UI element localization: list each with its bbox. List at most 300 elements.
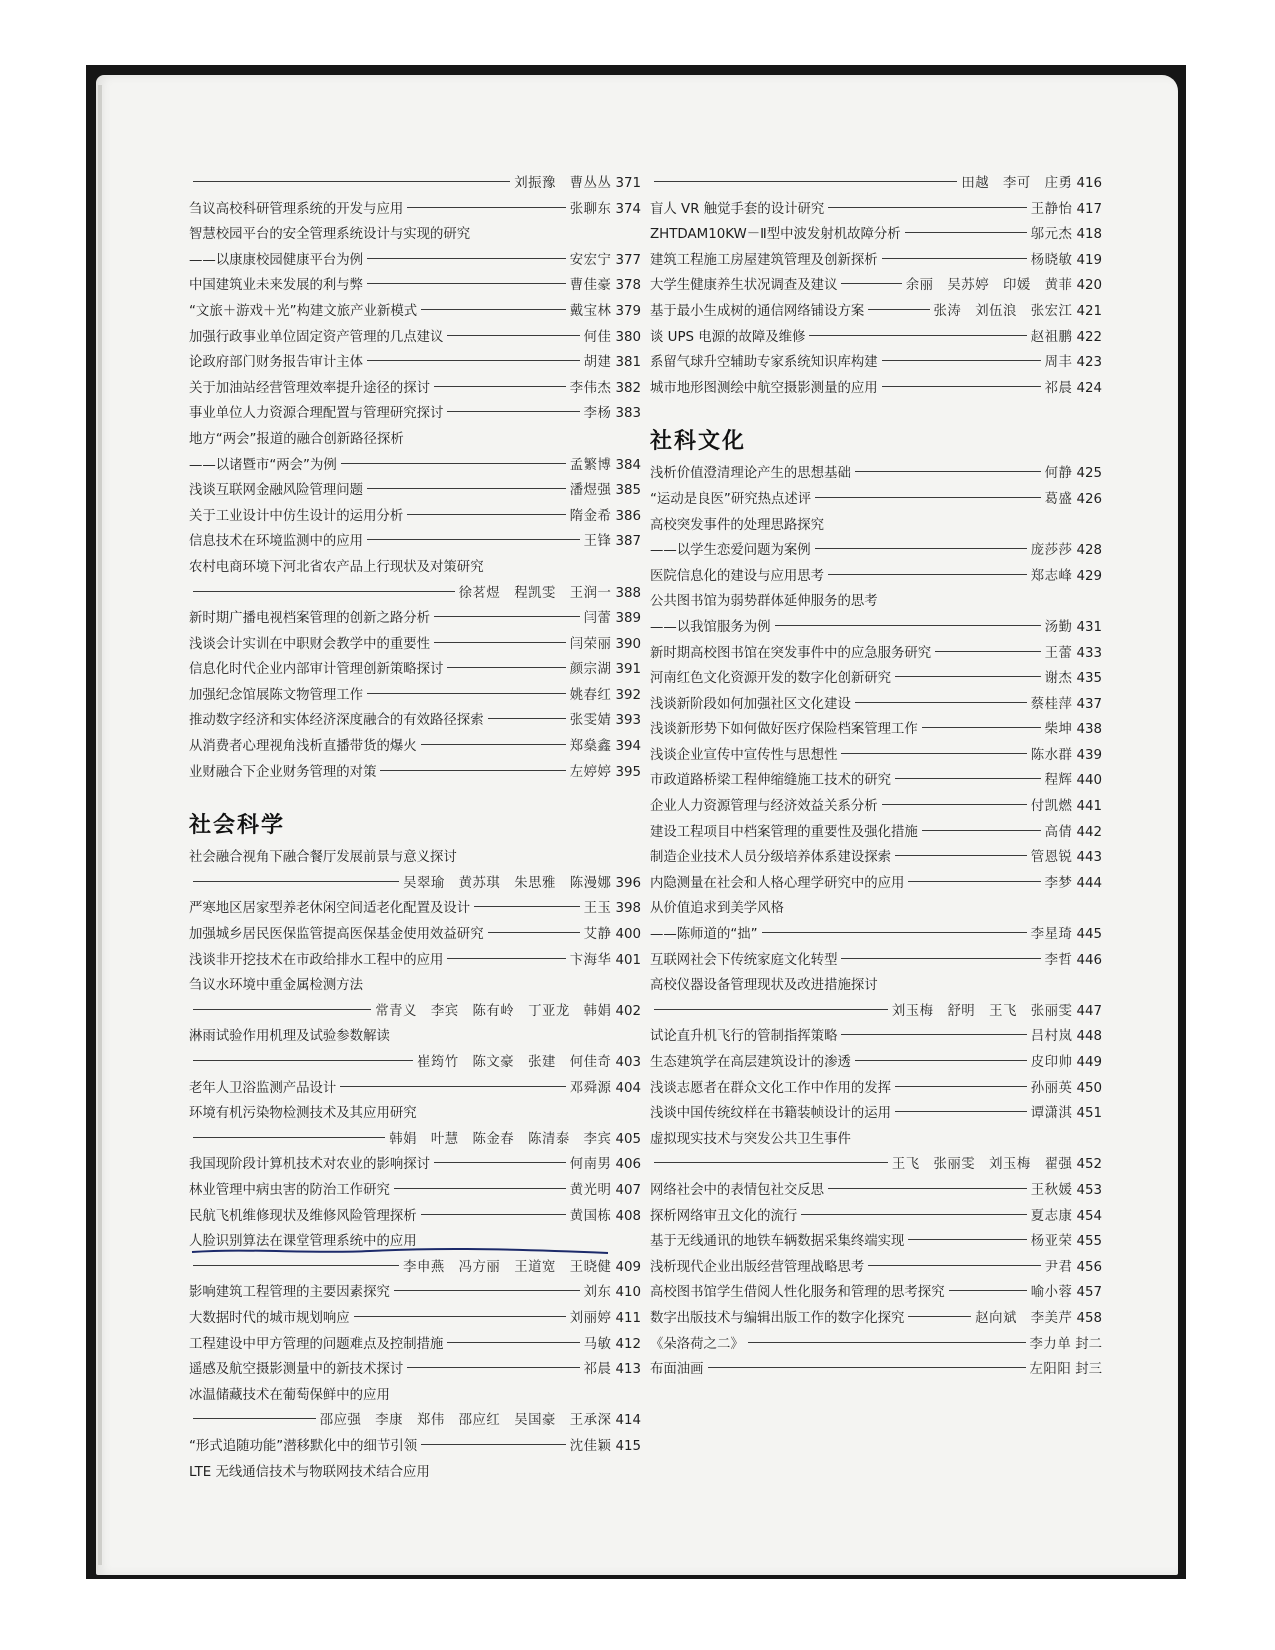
toc-entry (650, 299, 1102, 325)
entry-page-number: 428 (1076, 543, 1102, 559)
toc-entry (650, 1127, 1102, 1153)
leader-line (828, 1188, 1027, 1189)
entry-authors: 郑燊鑫 (569, 739, 612, 755)
toc-entry (650, 692, 1102, 718)
toc-entry (189, 1204, 641, 1230)
entry-authors: 黄光明 (569, 1182, 612, 1198)
toc-entry (650, 248, 1102, 274)
entry-title: 建设工程项目中档案管理的重要性及强化措施 (650, 824, 918, 840)
toc-entry (189, 973, 641, 999)
entry-title: 加强城乡居民医保监管提高医保基金使用效益研究 (189, 927, 484, 943)
toc-entry (189, 350, 641, 376)
entry-page-number: 409 (615, 1259, 641, 1275)
leader-line (895, 1111, 1027, 1112)
leader-line (775, 625, 1041, 626)
leader-line (748, 1342, 1026, 1343)
leader-line (193, 881, 399, 882)
leader-line (828, 574, 1027, 575)
leader-line (367, 488, 566, 489)
toc-entry (650, 1178, 1102, 1204)
toc-entry (650, 538, 1102, 564)
entry-title: 我国现阶段计算机技术对农业的影响探讨 (189, 1157, 431, 1173)
entry-title: 社会融合视角下融合餐厅发展前景与意义探讨 (189, 850, 457, 866)
toc-entry (189, 1050, 641, 1076)
leader-line (193, 1060, 413, 1061)
entry-authors: 杨晓敏 (1030, 252, 1073, 268)
leader-line (367, 283, 566, 284)
entry-authors: 李梦 (1044, 875, 1073, 891)
toc-entry (650, 1152, 1102, 1178)
toc-entry (189, 760, 641, 786)
leader-line (380, 770, 565, 771)
leader-line (434, 616, 580, 617)
entry-page-number: 458 (1076, 1310, 1102, 1326)
leader-line (193, 1265, 399, 1266)
entry-authors: 李伟杰 (569, 380, 612, 396)
entry-page-number: 439 (1076, 747, 1102, 763)
leader-line (828, 207, 1026, 208)
leader-line (488, 932, 580, 933)
entry-page-number: 452 (1076, 1157, 1102, 1173)
toc-entry (650, 487, 1102, 513)
entry-title: “运动是良医”研究热点述评 (650, 491, 812, 507)
entry-authors: 吕村岚 (1030, 1029, 1073, 1045)
toc-entry (189, 896, 641, 922)
entry-page-number: 451 (1076, 1106, 1102, 1122)
leader-line (447, 335, 579, 336)
entry-page-number: 423 (1076, 355, 1102, 371)
entry-title: ——以康康校园健康平台为例 (189, 252, 364, 268)
section-heading: 社科文化 (650, 429, 747, 455)
toc-entry (189, 1127, 641, 1153)
entry-authors: 王蕾 (1044, 645, 1073, 661)
leader-line (654, 1162, 888, 1163)
entry-title: 浅析现代企业出版经营管理战略思考 (650, 1259, 865, 1275)
entry-page-number: 442 (1076, 824, 1102, 840)
toc-entry (189, 1101, 641, 1127)
entry-page-number: 440 (1076, 773, 1102, 789)
entry-page-number: 382 (615, 380, 641, 396)
toc-entry (189, 504, 641, 530)
entry-title: 智慧校园平台的安全管理系统设计与实现的研究 (189, 227, 471, 243)
entry-authors: 邓舜源 (569, 1080, 612, 1096)
leader-line (394, 1290, 580, 1291)
entry-authors: 姚春红 (569, 687, 612, 703)
entry-authors: 张涛 刘伍浪 张宏江 (933, 303, 1073, 319)
entry-page-number: 400 (615, 927, 641, 943)
entry-authors: 杨亚荣 (1030, 1234, 1073, 1250)
leader-line (407, 1367, 579, 1368)
entry-title: 浅谈非开挖技术在市政给排水工程中的应用 (189, 952, 444, 968)
entry-authors: 闫蕾 (583, 611, 612, 627)
leader-line (708, 1367, 1026, 1368)
entry-authors: 闫荣丽 (569, 636, 612, 652)
entry-authors: 尹君 (1044, 1259, 1073, 1275)
toc-entry (650, 666, 1102, 692)
leader-line (447, 1342, 579, 1343)
toc-entry (650, 513, 1102, 539)
entry-authors: 李申燕 冯方丽 王道宽 王晓健 (403, 1259, 612, 1275)
entry-title: 严寒地区居家型养老休闲空间适老化配置及设计 (189, 901, 471, 917)
leader-line (654, 1009, 888, 1010)
entry-title: ——以学生恋爱问题为案例 (650, 543, 811, 559)
entry-authors: 孙丽英 (1030, 1080, 1073, 1096)
leader-line (908, 1239, 1026, 1240)
toc-entry (650, 171, 1102, 197)
toc-entry (189, 1024, 641, 1050)
leader-line (354, 1316, 566, 1317)
entry-page-number: 421 (1076, 303, 1102, 319)
entry-page-number: 433 (1076, 645, 1102, 661)
entry-page-number: 377 (615, 252, 641, 268)
leader-line (882, 258, 1027, 259)
entry-title: 《朵洛荷之二》 (650, 1336, 744, 1352)
leader-line (868, 1265, 1040, 1266)
leader-line (855, 471, 1041, 472)
leader-line (193, 181, 510, 182)
entry-title: ——陈师道的“拙” (650, 927, 758, 943)
toc-entry (189, 845, 641, 871)
entry-page-number: 418 (1076, 227, 1102, 243)
entry-page-number: 402 (615, 1003, 641, 1019)
toc-entry (650, 896, 1102, 922)
leader-line (367, 258, 566, 259)
leader-line (908, 881, 1040, 882)
toc-entry (189, 1178, 641, 1204)
toc-entry (189, 871, 641, 897)
entry-authors: 左阳阳 (1029, 1362, 1072, 1378)
toc-entry (189, 606, 641, 632)
toc-entry (189, 1332, 641, 1358)
toc-entry (189, 1408, 641, 1434)
entry-authors: 祁晨 (1044, 380, 1073, 396)
entry-page-number: 393 (615, 713, 641, 729)
entry-title: 建筑工程施工房屋建筑管理及创新探析 (650, 252, 878, 268)
toc-entry (189, 948, 641, 974)
toc-entry (189, 1076, 641, 1102)
leader-line (815, 548, 1027, 549)
toc-entry (650, 1332, 1102, 1358)
entry-authors: 葛盛 (1044, 491, 1073, 507)
entry-page-number: 408 (615, 1208, 641, 1224)
entry-page-number: 453 (1076, 1182, 1102, 1198)
entry-page-number: 395 (615, 764, 641, 780)
toc-entry (189, 581, 641, 607)
toc-entry (650, 564, 1102, 590)
entry-title: 论政府部门财务报告审计主体 (189, 355, 364, 371)
entry-page-number: 417 (1076, 201, 1102, 217)
entry-page-number: 407 (615, 1182, 641, 1198)
entry-title: 浅谈新阶段如何加强社区文化建设 (650, 696, 851, 712)
entry-authors: 谭潇淇 (1030, 1106, 1073, 1122)
toc-entry (189, 1460, 641, 1486)
toc-entry (650, 717, 1102, 743)
leader-line (841, 753, 1026, 754)
entry-title: 淋雨试验作用机理及试验参数解读 (189, 1029, 390, 1045)
leader-line (882, 386, 1041, 387)
entry-authors: 李星琦 (1030, 927, 1073, 943)
entry-page-number: 381 (615, 355, 641, 371)
toc-left-column (189, 171, 641, 1485)
toc-entry (650, 589, 1102, 615)
leader-line (882, 360, 1041, 361)
leader-line (809, 335, 1026, 336)
entry-title: 探析网络审丑文化的流行 (650, 1208, 798, 1224)
leader-line (447, 667, 565, 668)
leader-line (855, 1060, 1027, 1061)
toc-entry (650, 1229, 1102, 1255)
entry-title: 大学生健康养生状况调查及建议 (650, 278, 838, 294)
entry-authors: 张雯婧 (569, 713, 612, 729)
toc-entry (650, 1255, 1102, 1281)
leader-line (922, 727, 1041, 728)
entry-authors: 戴宝林 (569, 303, 612, 319)
entry-authors: 皮印帅 (1030, 1055, 1073, 1070)
entry-authors: 李杨 (583, 406, 612, 422)
entry-title: 地方“两会”报道的融合创新路径探析 (189, 431, 404, 447)
leader-line (367, 693, 566, 694)
toc-entry (189, 708, 641, 734)
entry-authors: 常青义 李宾 陈有岭 丁亚龙 韩娟 (375, 1003, 612, 1019)
entry-title: 事业单位人力资源合理配置与管理研究探讨 (189, 406, 444, 422)
toc-entry (189, 376, 641, 402)
entry-authors: 喻小蓉 (1030, 1285, 1073, 1301)
entry-authors: 马敏 (583, 1336, 612, 1352)
entry-authors: 王秋媛 (1030, 1182, 1073, 1198)
leader-line (841, 283, 901, 284)
entry-authors: 祁晨 (583, 1362, 612, 1378)
entry-page-number: 384 (615, 457, 641, 473)
entry-title: 高校图书馆学生借阅人性化服务和管理的思考探究 (650, 1285, 945, 1301)
entry-page-number: 401 (615, 952, 641, 968)
leader-line (895, 1086, 1027, 1087)
entry-title: 从价值追求到美学风格 (650, 901, 784, 917)
entry-page-number: 383 (615, 406, 641, 422)
toc-entry (650, 1050, 1102, 1076)
entry-title: 医院信息化的建设与应用思考 (650, 568, 825, 584)
entry-authors: 王锋 (583, 534, 612, 550)
toc-entry (650, 350, 1102, 376)
entry-page-number: 426 (1076, 491, 1102, 507)
entry-page-number: 438 (1076, 722, 1102, 738)
entry-title: 河南红色文化资源开发的数字化创新研究 (650, 671, 892, 687)
leader-line (895, 855, 1027, 856)
leader-line (935, 651, 1040, 652)
leader-line (905, 232, 1027, 233)
toc-entry (189, 171, 641, 197)
leader-line (895, 676, 1041, 677)
pen-underline-mark (190, 1242, 610, 1262)
leader-line (868, 309, 929, 310)
entry-authors: 王玉 (583, 901, 612, 917)
entry-title: 试论直升机飞行的管制指挥策略 (650, 1029, 838, 1045)
entry-page-number: 429 (1076, 568, 1102, 584)
entry-title: 刍议水环境中重金属检测方法 (189, 978, 364, 994)
leader-line (434, 1162, 566, 1163)
entry-title: 环境有机污染物检测技术及其应用研究 (189, 1106, 417, 1122)
toc-entry (189, 1357, 641, 1383)
entry-title: 加强行政事业单位固定资产管理的几点建议 (189, 329, 444, 345)
entry-page-number: 422 (1076, 329, 1102, 345)
toc-entry (189, 273, 641, 299)
entry-title: 浅析价值澄清理论产生的思想基础 (650, 466, 851, 482)
entry-authors: 田越 李可 庄勇 (961, 176, 1073, 191)
entry-authors: 赵向斌 李美芹 (975, 1310, 1073, 1326)
entry-title: 关于加油站经营管理效率提升途径的探讨 (189, 380, 431, 396)
entry-title: 市政道路桥梁工程伸缩缝施工技术的研究 (650, 773, 892, 789)
entry-title: 企业人力资源管理与经济效益关系分析 (650, 799, 878, 815)
entry-page-number: 406 (615, 1157, 641, 1173)
leader-line (882, 804, 1027, 805)
entry-page-number: 385 (615, 483, 641, 499)
entry-title: 业财融合下企业财务管理的对策 (189, 764, 377, 780)
entry-title: 推动数字经济和实体经济深度融合的有效路径探索 (189, 713, 484, 729)
entry-title: 信息技术在环境监测中的应用 (189, 534, 364, 550)
leader-line (949, 1290, 1027, 1291)
toc-entry (650, 376, 1102, 402)
toc-entry (650, 999, 1102, 1025)
toc-entry (189, 222, 641, 248)
entry-page-number: 391 (615, 662, 641, 678)
leader-line (895, 778, 1041, 779)
entry-authors: 沈佳颖 (569, 1438, 612, 1454)
section-heading: 社会科学 (189, 813, 286, 839)
entry-title: 盲人 VR 触觉手套的设计研究 (650, 201, 825, 217)
entry-page-number: 446 (1076, 952, 1102, 968)
entry-page-number: 414 (615, 1413, 641, 1429)
toc-entry (650, 973, 1102, 999)
entry-title: 数字出版技术与编辑出版工作的数字化探究 (650, 1310, 905, 1326)
entry-title: 高校仪器设备管理现状及改进措施探讨 (650, 978, 878, 994)
entry-authors: 余丽 吴苏婷 印媛 黄菲 (905, 278, 1073, 294)
binding-edge (98, 85, 102, 1565)
entry-title: ——以我馆服务为例 (650, 619, 771, 635)
toc-entry (650, 1306, 1102, 1332)
toc-entry (650, 1101, 1102, 1127)
entry-page-number: 396 (615, 875, 641, 891)
entry-page-number: 371 (615, 176, 641, 191)
leader-line (341, 463, 566, 464)
entry-title: 基于最小生成树的通信网络铺设方案 (650, 303, 865, 319)
leader-line (922, 830, 1041, 831)
entry-title: 浅谈新形势下如何做好医疗保险档案管理工作 (650, 722, 918, 738)
entry-title: 老年人卫浴监测产品设计 (189, 1080, 337, 1096)
entry-page-number: 447 (1076, 1003, 1102, 1019)
toc-entry (189, 999, 641, 1025)
entry-authors: 谢杰 (1044, 671, 1073, 687)
toc-entry (189, 1383, 641, 1409)
entry-authors: 卞海华 (569, 952, 612, 968)
entry-title: 遥感及航空摄影测量中的新技术探讨 (189, 1362, 404, 1378)
toc-entry (189, 325, 641, 351)
leader-line (488, 718, 566, 719)
toc-entry (189, 401, 641, 427)
entry-title: 影响建筑工程管理的主要因素探究 (189, 1285, 390, 1301)
entry-authors: 蔡桂萍 (1030, 696, 1073, 712)
entry-title: “文旅＋游戏＋光”构建文旅产业新模式 (189, 303, 418, 319)
entry-authors: 郑志峰 (1030, 568, 1073, 584)
entry-title: ——以诸暨市“两会”为例 (189, 457, 337, 473)
toc-entry (650, 641, 1102, 667)
entry-authors: 安宏宁 (569, 252, 612, 268)
toc-entry (650, 845, 1102, 871)
toc-entry (189, 922, 641, 948)
entry-authors: 李哲 (1044, 952, 1073, 968)
entry-authors: 王飞 张丽雯 刘玉梅 翟强 (891, 1157, 1073, 1173)
entry-authors: 高倩 (1044, 824, 1073, 840)
entry-title: 谈 UPS 电源的故障及维修 (650, 329, 806, 345)
leader-line (193, 1009, 371, 1010)
leader-line (855, 702, 1027, 703)
toc-entry (650, 325, 1102, 351)
entry-authors: 管恩锐 (1030, 850, 1073, 866)
entry-title: 人脸识别算法在课堂管理系统中的应用 (189, 1234, 417, 1250)
entry-title: 浅谈志愿者在群众文化工作中作用的发挥 (650, 1080, 892, 1096)
leader-line (908, 1316, 971, 1317)
toc-entry (189, 555, 641, 581)
entry-title: 刍议高校科研管理系统的开发与应用 (189, 201, 404, 217)
toc-entry (189, 478, 641, 504)
entry-page-number: 392 (615, 687, 641, 703)
entry-title: 冰温储藏技术在葡萄保鲜中的应用 (189, 1387, 390, 1403)
toc-entry (189, 1434, 641, 1460)
leader-line (841, 1034, 1026, 1035)
toc-entry (650, 768, 1102, 794)
toc-entry (189, 657, 641, 683)
toc-entry (650, 273, 1102, 299)
entry-authors: 隋金希 (569, 508, 612, 524)
entry-title: 虚拟现实技术与突发公共卫生事件 (650, 1131, 851, 1147)
toc-entry (189, 1152, 641, 1178)
entry-page-number: 413 (615, 1362, 641, 1378)
leader-line (434, 642, 566, 643)
leader-line (841, 958, 1040, 959)
leader-line (447, 411, 579, 412)
toc-entry (650, 922, 1102, 948)
toc-entry (650, 197, 1102, 223)
leader-line (407, 514, 566, 515)
entry-page-number: 425 (1076, 466, 1102, 482)
entry-title: 公共图书馆为弱势群体延伸服务的思考 (650, 594, 878, 610)
entry-page-number: 封二 (1075, 1336, 1102, 1352)
toc-entry (189, 1280, 641, 1306)
entry-page-number: 455 (1076, 1234, 1102, 1250)
leader-line (193, 1137, 385, 1138)
toc-entry (650, 794, 1102, 820)
entry-page-number: 435 (1076, 671, 1102, 687)
leader-line (447, 958, 565, 959)
entry-page-number: 445 (1076, 927, 1102, 943)
toc-entry (650, 615, 1102, 641)
entry-authors: 颜宗湖 (569, 662, 612, 678)
toc-entry (650, 1024, 1102, 1050)
toc-entry (650, 1280, 1102, 1306)
toc-entry (189, 427, 641, 453)
toc-entry (650, 1357, 1102, 1383)
entry-authors: 夏志康 (1030, 1208, 1073, 1224)
leader-line (367, 539, 580, 540)
entry-page-number: 449 (1076, 1055, 1102, 1070)
entry-authors: 左婷婷 (569, 764, 612, 780)
entry-page-number: 450 (1076, 1080, 1102, 1096)
entry-title: 加强纪念馆展陈文物管理工作 (189, 687, 364, 703)
entry-title: 工程建设中甲方管理的问题难点及控制措施 (189, 1336, 444, 1352)
leader-line (407, 207, 566, 208)
entry-title: 农村电商环境下河北省农产品上行现状及对策研究 (189, 559, 484, 575)
entry-title: 从消费者心理视角浅析直播带货的爆火 (189, 739, 417, 755)
toc-right-column (650, 171, 1102, 1383)
entry-page-number: 412 (615, 1336, 641, 1352)
